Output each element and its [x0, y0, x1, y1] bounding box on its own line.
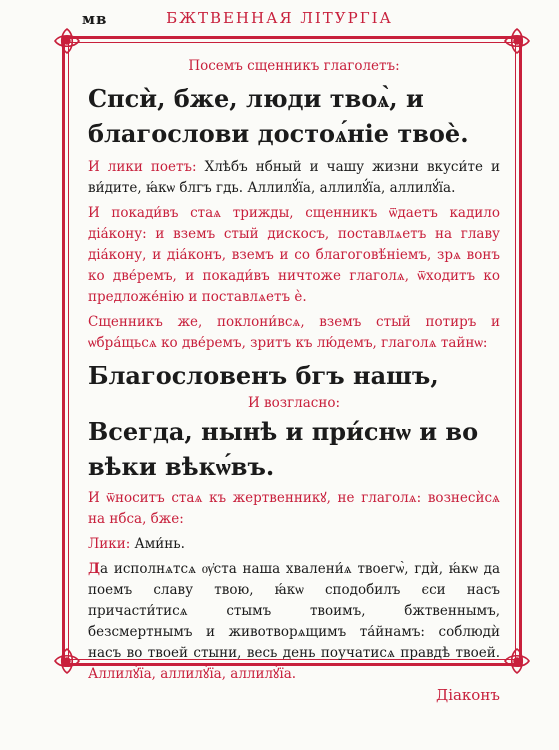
- hymn-text: а исполнѧтсѧ ѹ҆ста наша хвалени́ѧ твоегѡ̀, гдѝ, ꙗ́кѡ да поемъ славу твою, ꙗ́кѡ сподобилъ єси насъ причасти́тисѧ стымъ твоимъ, бжтвеннымъ, безсмертнымъ и животворѧщимъ та́йнамъ: соблюдѝ насъ во твоей стыни, весь день поучатисѧ правдѣ твоей.: [88, 561, 500, 661]
- exclamation-blessed-god: Благословенъ бгъ нашъ,: [88, 361, 439, 390]
- choir-paragraph: [88, 157, 500, 199]
- page-header: [0, 2, 559, 34]
- communion-hymn-text: Хлѣбъ нбный и чашу жизни вкуси́те и ви́дите, ꙗ́кѡ блгъ гдь. Аллилꙋ́їа, аллилꙋ́їа, аллилꙋ́їа.: [88, 159, 500, 196]
- catchword: Діаконъ: [436, 686, 500, 704]
- exclamation-save-people: Спсѝ, бже, люди твоѧ̀, и благослови достоѧ́ніе твоѐ.: [88, 84, 469, 148]
- amen-text: Ами́нь.: [134, 536, 185, 552]
- hymn-let-mouths-be-filled: [88, 559, 500, 685]
- rubric-carries-to-table: И ѿноситъ стаѧ къ жертвенникꙋ, не глаголѧ: вознесѝсѧ на нбса, бже:: [88, 490, 500, 527]
- corner-ornament-icon: [502, 646, 532, 676]
- page-number: мв: [82, 10, 108, 28]
- running-title: БЖТВЕННАЯ ЛІТУРГІА: [166, 9, 393, 27]
- corner-ornament-icon: [502, 26, 532, 56]
- rubric-choir-sings: И лики поетъ:: [88, 159, 197, 175]
- rubric-censing: И покади́въ стаѧ трижды, сщенникъ ѿдаетъ кадило діа́кону: и вземъ стый дискосъ, поставлѧетъ на главу діа́кону, и діа́конъ, вземъ и со благоговѣ́ніемъ, зрѧ вонъ ко две́ремъ, и покади́въ ничтоже глаголѧ, ѿходитъ ко предложе́нію и поставлѧетъ ѐ.: [88, 205, 500, 305]
- exclamation-always-now: Всегда, нынѣ и при́снѡ и во вѣки вѣкѡ́въ.: [88, 417, 479, 481]
- alleluia-text: Аллилꙋ́їа, аллилꙋ́їа, аллилꙋ́їа.: [88, 666, 297, 682]
- rubric-priest-bows: Сщенникъ же, поклони́всѧ, вземъ стый потиръ и ѡбра́щьсѧ ко две́ремъ, зритъ къ лю́демъ, глаголѧ тайнѡ:: [88, 314, 500, 351]
- rubric-choir: Лики:: [88, 536, 131, 552]
- initial-letter: Д: [88, 561, 101, 577]
- rubric-priest-says: Посемъ сщенникъ глаголетъ:: [188, 58, 400, 74]
- rubric-aloud: И возгласно:: [247, 395, 341, 411]
- choir-amen: [88, 534, 500, 555]
- liturgy-text: [88, 52, 500, 685]
- corner-ornament-icon: [52, 646, 82, 676]
- corner-ornament-icon: [52, 26, 82, 56]
